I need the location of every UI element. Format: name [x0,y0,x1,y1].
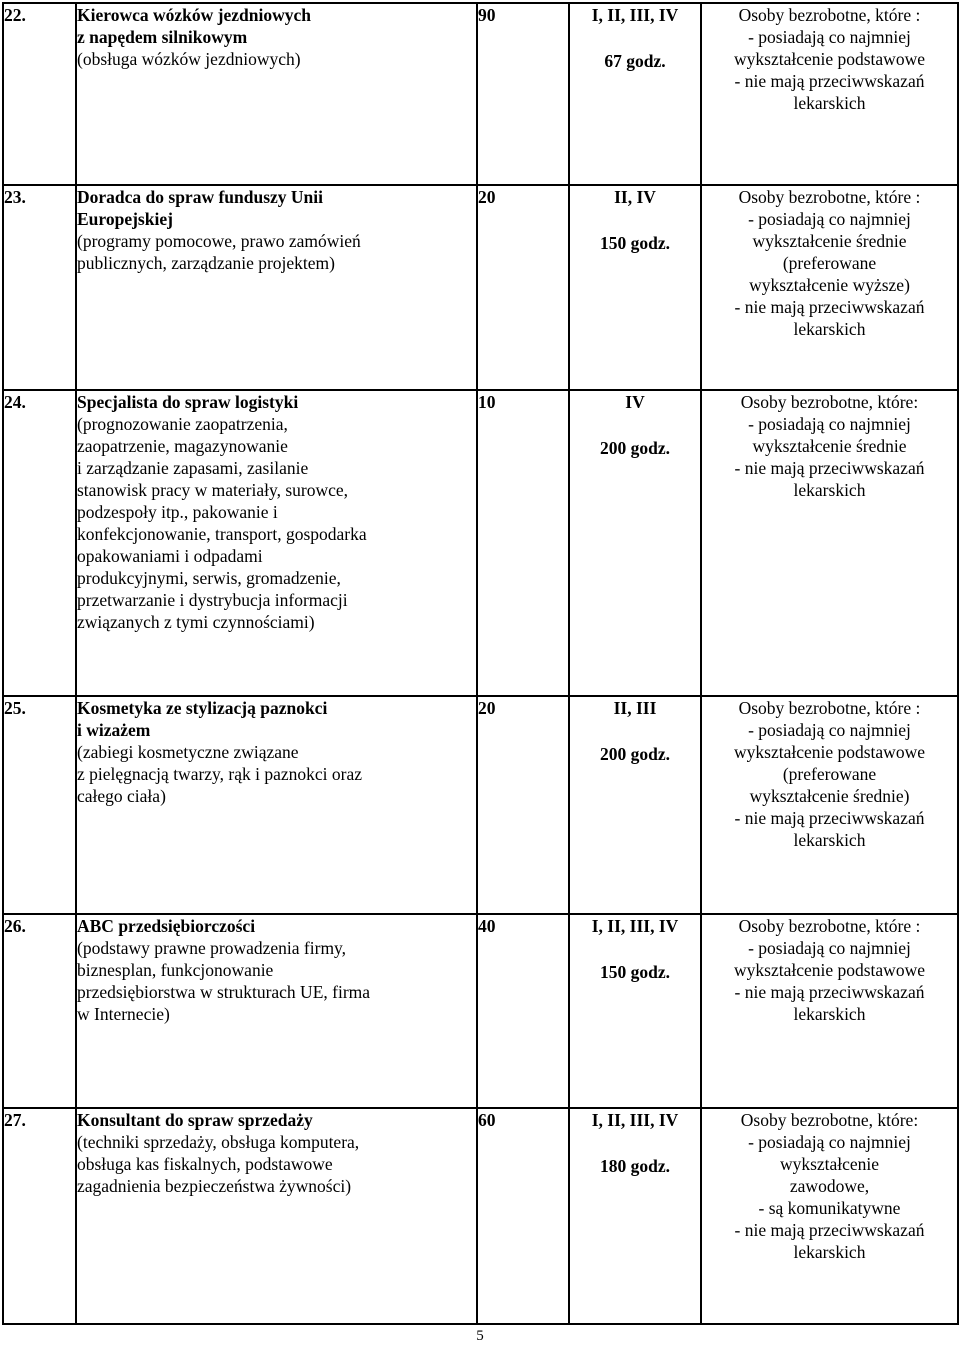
course-description-line: przedsiębiorstwa w strukturach UE, firma [77,982,371,1002]
requirement-line: wykształcenie podstawowe [734,960,925,980]
table-row [3,185,958,390]
group-cell [569,914,701,1108]
requirement-line: zawodowe, [789,1176,870,1196]
requirement-line: - nie mają przeciwwskazań [734,71,925,91]
requirements [701,1108,958,1324]
course-description-line: zaopatrzenie, magazynowanie [77,436,288,456]
course-description-line: całego ciała) [77,786,166,806]
requirement-line: Osoby bezrobotne, które : [738,5,921,25]
course-description-line: (programy pomocowe, prawo zamówień [77,231,361,251]
course-description-line: przetwarzanie i dystrybucja informacji [77,590,348,610]
course-title-line: Kierowca wózków jezdniowych [77,5,311,25]
course-description-line: (obsługa wózków jezdniowych) [77,49,301,69]
group-cell [569,185,701,390]
participant-count: 20 [477,185,569,390]
course-title-line: z napędem silnikowym [77,27,248,47]
requirement-line: wykształcenie [779,1154,880,1174]
page-number: 5 [476,1328,484,1344]
course-description-line: stanowisk pracy w materiały, surowce, [77,480,349,500]
course-description-line: konfekcjonowanie, transport, gospodarka [77,524,367,544]
participant-count: 90 [477,3,569,185]
requirement-line: (preferowane [782,764,877,784]
course-description-line: obsługa kas fiskalnych, podstawowe [77,1154,333,1174]
groups: I, II, III, IV [591,916,679,936]
requirement-line: Osoby bezrobotne, które : [738,698,921,718]
course-description-line: podzespoły itp., pakowanie i [77,502,278,522]
requirement-line: Osoby bezrobotne, które: [740,392,919,412]
groups: IV [625,392,645,412]
table-row [3,696,958,914]
requirements [701,185,958,390]
course-name [76,696,477,914]
course-name [76,390,477,696]
participant-count: 40 [477,914,569,1108]
requirement-line: - nie mają przeciwwskazań [734,1220,925,1240]
row-number: 24. [3,390,76,696]
requirement-line: Osoby bezrobotne, które : [738,916,921,936]
row-number: 25. [3,696,76,914]
course-name [76,3,477,185]
course-description-line: związanych z tymi czynnościami) [77,612,315,632]
requirement-line: lekarskich [793,480,866,500]
requirement-line: lekarskich [793,319,866,339]
course-description-line: i zarządzanie zapasami, zasilanie [77,458,309,478]
groups: I, II, III, IV [591,1110,679,1130]
requirement-line: wykształcenie średnie [752,231,907,251]
requirement-line: - posiadają co najmniej [748,209,911,229]
course-title-line: Specjalista do spraw logistyki [77,392,299,412]
requirement-line: lekarskich [793,93,866,113]
table-row [3,390,958,696]
requirement-line: wykształcenie podstawowe [734,49,925,69]
row-number: 27. [3,1108,76,1324]
hours: 200 godz. [600,744,670,764]
table-body [3,3,958,1324]
participant-count: 60 [477,1108,569,1324]
course-title-line: ABC przedsiębiorczości [77,916,256,936]
requirements [701,914,958,1108]
group-cell [569,3,701,185]
groups: I, II, III, IV [591,5,679,25]
course-description-line: (zabiegi kosmetyczne związane [77,742,299,762]
group-cell [569,696,701,914]
course-description-line: produkcyjnymi, serwis, gromadzenie, [77,568,341,588]
row-number: 22. [3,3,76,185]
hours: 180 godz. [600,1156,670,1176]
course-title-line: Kosmetyka ze stylizacją paznokci [77,698,328,718]
table-row [3,914,958,1108]
requirement-line: Osoby bezrobotne, które: [740,1110,919,1130]
course-title-line: Konsultant do spraw sprzedaży [77,1110,313,1130]
course-title-line: Doradca do spraw funduszy Unii [77,187,324,207]
course-description-line: w Internecie) [77,1004,170,1024]
requirement-line: - posiadają co najmniej [748,1132,911,1152]
course-description-line: opakowaniami i odpadami [77,546,263,566]
requirement-line: - nie mają przeciwwskazań [734,808,925,828]
requirements [701,696,958,914]
course-title-line: Europejskiej [77,209,173,229]
requirement-line: - posiadają co najmniej [748,938,911,958]
row-number: 23. [3,185,76,390]
requirement-line: - posiadają co najmniej [748,27,911,47]
hours: 150 godz. [600,962,670,982]
requirement-line: Osoby bezrobotne, które : [738,187,921,207]
requirement-line: - nie mają przeciwwskazań [734,458,925,478]
participant-count: 20 [477,696,569,914]
requirement-line: - posiadają co najmniej [748,414,911,434]
table-row [3,3,958,185]
course-title-line: i wizażem [77,720,151,740]
group-cell [569,1108,701,1324]
group-cell [569,390,701,696]
course-description-line: biznesplan, funkcjonowanie [77,960,274,980]
requirements [701,3,958,185]
course-description-line: zagadnienia bezpieczeństwa żywności) [77,1176,352,1196]
course-name [76,185,477,390]
course-description-line: (podstawy prawne prowadzenia firmy, [77,938,347,958]
requirement-line: lekarskich [793,1004,866,1024]
course-name [76,1108,477,1324]
hours: 67 godz. [604,51,666,71]
requirement-line: lekarskich [793,830,866,850]
groups: II, IV [614,187,656,207]
hours: 150 godz. [600,233,670,253]
requirement-line: - nie mają przeciwwskazań [734,297,925,317]
requirement-line: wykształcenie podstawowe [734,742,925,762]
course-description-line: publicznych, zarządzanie projektem) [77,253,335,273]
requirements [701,390,958,696]
course-description-line: (prognozowanie zaopatrzenia, [77,414,288,434]
requirement-line: lekarskich [793,1242,866,1262]
row-number: 26. [3,914,76,1108]
groups: II, III [613,698,657,718]
hours: 200 godz. [600,438,670,458]
requirement-line: wykształcenie wyższe) [749,275,910,295]
requirement-line: wykształcenie średnie [752,436,907,456]
course-description-line: (techniki sprzedaży, obsługa komputera, [77,1132,360,1152]
requirement-line: - są komunikatywne [758,1198,901,1218]
course-description-line: z pielęgnacją twarzy, rąk i paznokci oraz [77,764,363,784]
participant-count: 10 [477,390,569,696]
course-name [76,914,477,1108]
courses-table [2,2,959,1325]
table-row [3,1108,958,1324]
requirement-line: wykształcenie średnie) [749,786,910,806]
requirement-line: (preferowane [782,253,877,273]
requirement-line: - nie mają przeciwwskazań [734,982,925,1002]
requirement-line: - posiadają co najmniej [748,720,911,740]
